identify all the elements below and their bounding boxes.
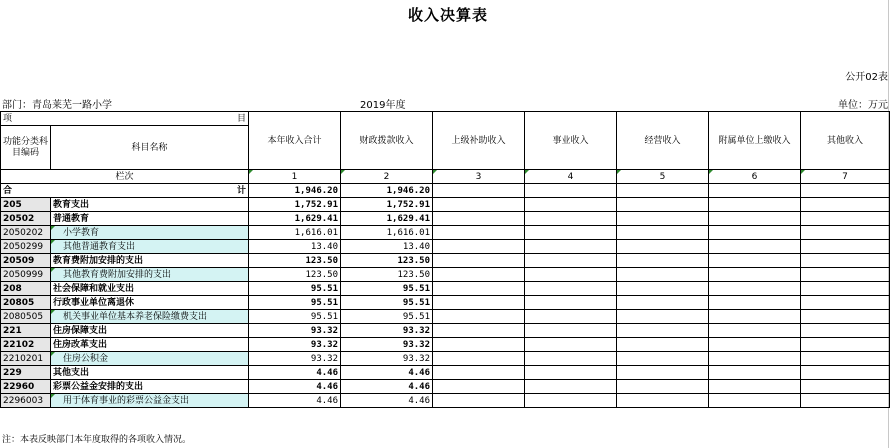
table-row	[1, 296, 890, 310]
row-fiscal-income: 4.46	[341, 366, 433, 380]
table-row	[1, 240, 890, 254]
row-total-income: 4.46	[249, 394, 341, 408]
empty-cell	[709, 226, 801, 240]
empty-cell	[433, 184, 525, 198]
empty-cell	[433, 296, 525, 310]
table-row	[1, 282, 890, 296]
row-fiscal-income: 95.51	[341, 310, 433, 324]
row-total-income: 93.32	[249, 324, 341, 338]
row-name: 住房保障支出	[51, 324, 249, 338]
row-fiscal-income: 93.32	[341, 324, 433, 338]
row-name: 其他支出	[51, 366, 249, 380]
row-code: 221	[1, 324, 51, 338]
empty-cell	[617, 338, 709, 352]
empty-cell	[525, 310, 617, 324]
empty-cell	[709, 310, 801, 324]
fiscal-year: 2019年度	[360, 100, 406, 111]
empty-cell	[525, 254, 617, 268]
empty-cell	[433, 338, 525, 352]
empty-cell	[525, 212, 617, 226]
row-total-income: 1,629.41	[249, 212, 341, 226]
empty-cell	[617, 296, 709, 310]
row-code: 2210201	[1, 352, 51, 366]
empty-cell	[709, 268, 801, 282]
form-number: 公开02表	[845, 72, 888, 83]
empty-cell	[801, 226, 890, 240]
empty-cell	[709, 198, 801, 212]
empty-cell	[801, 338, 890, 352]
col-num: 2	[341, 170, 433, 184]
unit-label: 单位：万元	[838, 100, 888, 111]
row-fiscal-income: 1,629.41	[341, 212, 433, 226]
empty-cell	[433, 226, 525, 240]
table-row	[1, 380, 890, 394]
row-code: 2050999	[1, 268, 51, 282]
lanci-label: 栏次	[1, 170, 249, 184]
row-fiscal-income: 93.32	[341, 338, 433, 352]
empty-cell	[801, 184, 890, 198]
table-row	[1, 324, 890, 338]
row-name: 其他普通教育支出	[51, 240, 249, 254]
empty-cell	[525, 380, 617, 394]
empty-cell	[433, 352, 525, 366]
empty-cell	[617, 268, 709, 282]
empty-cell	[709, 184, 801, 198]
row-code: 205	[1, 198, 51, 212]
row-name: 普通教育	[51, 212, 249, 226]
empty-cell	[525, 282, 617, 296]
empty-cell	[525, 198, 617, 212]
row-fiscal-income: 4.46	[341, 394, 433, 408]
empty-cell	[433, 254, 525, 268]
empty-cell	[433, 198, 525, 212]
header-row-top	[1, 112, 890, 126]
col-header-operating: 经营收入	[617, 112, 709, 170]
table-row	[1, 394, 890, 408]
row-code: 2050202	[1, 226, 51, 240]
col-header-fiscal: 财政拨款收入	[341, 112, 433, 170]
empty-cell	[433, 268, 525, 282]
empty-cell	[525, 394, 617, 408]
code-header: 功能分类科目编码	[1, 126, 51, 170]
empty-cell	[709, 212, 801, 226]
empty-cell	[433, 212, 525, 226]
empty-cell	[525, 324, 617, 338]
empty-cell	[617, 226, 709, 240]
row-total-income: 93.32	[249, 352, 341, 366]
table-row	[1, 226, 890, 240]
col-num: 6	[709, 170, 801, 184]
empty-cell	[617, 240, 709, 254]
row-code: 20502	[1, 212, 51, 226]
row-total-income: 95.51	[249, 296, 341, 310]
row-total-income: 93.32	[249, 338, 341, 352]
empty-cell	[433, 366, 525, 380]
empty-cell	[709, 380, 801, 394]
empty-cell	[525, 352, 617, 366]
total-fiscal: 1,946.20	[341, 184, 433, 198]
row-name: 住房改革支出	[51, 338, 249, 352]
col-header-business: 事业收入	[525, 112, 617, 170]
row-code: 208	[1, 282, 51, 296]
empty-cell	[801, 268, 890, 282]
row-code: 229	[1, 366, 51, 380]
empty-cell	[617, 282, 709, 296]
row-code: 20805	[1, 296, 51, 310]
row-fiscal-income: 95.51	[341, 282, 433, 296]
page-title: 收入决算表	[407, 6, 488, 24]
row-code: 22102	[1, 338, 51, 352]
empty-cell	[525, 296, 617, 310]
empty-cell	[525, 338, 617, 352]
row-code: 2296003	[1, 394, 51, 408]
empty-cell	[617, 324, 709, 338]
department-label: 部门：青岛莱芜一路小学	[2, 100, 112, 111]
row-total-income: 95.51	[249, 282, 341, 296]
row-total-income: 13.40	[249, 240, 341, 254]
empty-cell	[617, 394, 709, 408]
empty-cell	[709, 324, 801, 338]
col-header-other: 其他收入	[801, 112, 890, 170]
row-total-income: 1,616.01	[249, 226, 341, 240]
empty-cell	[709, 296, 801, 310]
row-fiscal-income: 93.32	[341, 352, 433, 366]
table-row	[1, 352, 890, 366]
row-fiscal-income: 1,616.01	[341, 226, 433, 240]
empty-cell	[433, 394, 525, 408]
row-name: 教育支出	[51, 198, 249, 212]
table-row	[1, 198, 890, 212]
row-total-income: 4.46	[249, 366, 341, 380]
empty-cell	[433, 310, 525, 324]
empty-cell	[709, 352, 801, 366]
name-header: 科目名称	[51, 126, 249, 170]
total-he: 合	[3, 185, 13, 196]
row-name: 小学教育	[51, 226, 249, 240]
mu-label: 目	[236, 113, 246, 124]
empty-cell	[525, 366, 617, 380]
row-total-income: 95.51	[249, 310, 341, 324]
row-fiscal-income: 95.51	[341, 296, 433, 310]
empty-cell	[617, 198, 709, 212]
col-num: 4	[525, 170, 617, 184]
col-num: 3	[433, 170, 525, 184]
table-row	[1, 366, 890, 380]
empty-cell	[709, 282, 801, 296]
empty-cell	[617, 352, 709, 366]
empty-cell	[433, 240, 525, 254]
income-table	[0, 111, 890, 408]
col-header-affiliated: 附属单位上缴收入	[709, 112, 801, 170]
empty-cell	[801, 198, 890, 212]
col-header-superior: 上级补助收入	[433, 112, 525, 170]
table-row	[1, 338, 890, 352]
empty-cell	[525, 240, 617, 254]
row-name: 教育费附加安排的支出	[51, 254, 249, 268]
empty-cell	[709, 240, 801, 254]
table-row	[1, 310, 890, 324]
empty-cell	[617, 254, 709, 268]
empty-cell	[617, 380, 709, 394]
row-total-income: 123.50	[249, 254, 341, 268]
row-code: 22960	[1, 380, 51, 394]
row-name: 社会保障和就业支出	[51, 282, 249, 296]
total-ji: 计	[236, 185, 246, 196]
column-number-row	[1, 170, 890, 184]
xiangmu-cell	[1, 112, 249, 126]
col-header-total: 本年收入合计	[249, 112, 341, 170]
total-label-cell	[1, 184, 249, 198]
footnote: 注：本表反映部门本年度取得的各项收入情况。	[2, 435, 192, 445]
empty-cell	[617, 310, 709, 324]
empty-cell	[433, 324, 525, 338]
row-name: 彩票公益金安排的支出	[51, 380, 249, 394]
col-num: 1	[249, 170, 341, 184]
row-code: 20509	[1, 254, 51, 268]
empty-cell	[801, 380, 890, 394]
empty-cell	[801, 282, 890, 296]
empty-cell	[709, 366, 801, 380]
row-name: 住房公积金	[51, 352, 249, 366]
row-name: 行政事业单位离退休	[51, 296, 249, 310]
empty-cell	[617, 212, 709, 226]
empty-cell	[801, 254, 890, 268]
row-fiscal-income: 13.40	[341, 240, 433, 254]
empty-cell	[801, 310, 890, 324]
table-row	[1, 254, 890, 268]
table-row	[1, 268, 890, 282]
empty-cell	[525, 226, 617, 240]
row-fiscal-income: 123.50	[341, 268, 433, 282]
row-name: 其他教育费附加安排的支出	[51, 268, 249, 282]
table-row	[1, 212, 890, 226]
empty-cell	[433, 282, 525, 296]
total-income: 1,946.20	[249, 184, 341, 198]
row-fiscal-income: 4.46	[341, 380, 433, 394]
row-name: 用于体育事业的彩票公益金支出	[51, 394, 249, 408]
row-total-income: 4.46	[249, 380, 341, 394]
empty-cell	[525, 268, 617, 282]
empty-cell	[801, 366, 890, 380]
row-name: 机关事业单位基本养老保险缴费支出	[51, 310, 249, 324]
empty-cell	[801, 394, 890, 408]
row-code: 2080505	[1, 310, 51, 324]
empty-cell	[525, 184, 617, 198]
total-row	[1, 184, 890, 198]
empty-cell	[801, 296, 890, 310]
xiang-label: 项	[3, 113, 13, 124]
empty-cell	[617, 366, 709, 380]
empty-cell	[617, 184, 709, 198]
empty-cell	[801, 240, 890, 254]
row-fiscal-income: 1,752.91	[341, 198, 433, 212]
row-code: 2050299	[1, 240, 51, 254]
empty-cell	[709, 338, 801, 352]
row-total-income: 1,752.91	[249, 198, 341, 212]
col-num: 5	[617, 170, 709, 184]
empty-cell	[801, 324, 890, 338]
row-total-income: 123.50	[249, 268, 341, 282]
empty-cell	[709, 254, 801, 268]
empty-cell	[709, 394, 801, 408]
row-fiscal-income: 123.50	[341, 254, 433, 268]
empty-cell	[433, 380, 525, 394]
empty-cell	[801, 352, 890, 366]
col-num: 7	[801, 170, 890, 184]
empty-cell	[801, 212, 890, 226]
